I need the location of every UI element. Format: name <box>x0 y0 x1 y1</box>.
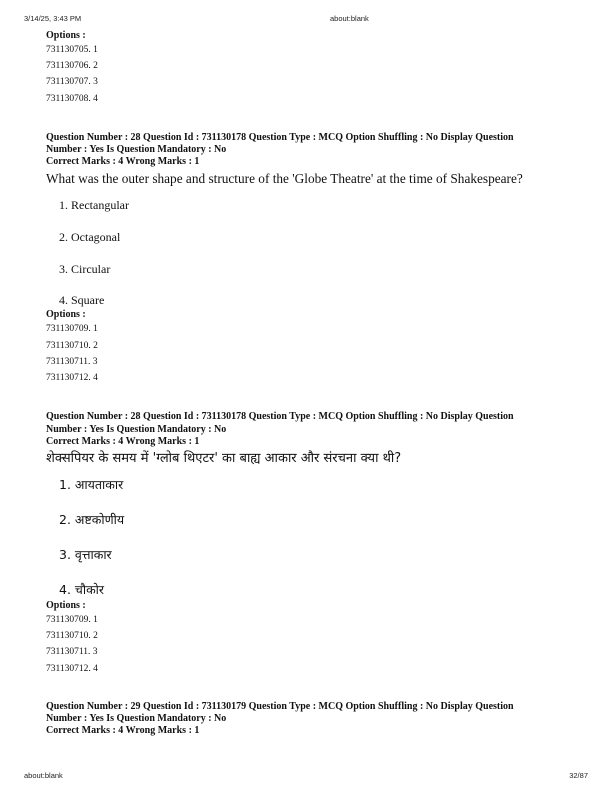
print-header-url: about:blank <box>330 14 369 23</box>
option-id: 731130710. 2 <box>46 340 98 351</box>
answer-choice: 3. वृत्ताकार <box>59 546 112 562</box>
option-id: 731130709. 1 <box>46 614 98 625</box>
option-id: 731130708. 4 <box>46 93 98 104</box>
page-number: 32/87 <box>569 771 588 780</box>
answer-choice: 1. Rectangular <box>59 198 129 213</box>
option-id: 731130709. 1 <box>46 324 98 335</box>
option-id: 731130712. 4 <box>46 663 98 674</box>
document-body <box>46 29 576 737</box>
answer-choice: 4. Square <box>59 293 105 308</box>
option-id: 731130705. 1 <box>46 45 98 55</box>
question-meta-line: Question Number : 29 Question Id : 731130179 Question Type : MCQ Option Shuffling : No Display Question <box>46 700 514 712</box>
options-block-previous <box>46 29 576 107</box>
option-id: 731130707. 3 <box>46 77 98 88</box>
answer-choice: 1. आयताकार <box>59 476 124 492</box>
answer-choices <box>59 477 576 599</box>
print-footer-url: about:blank <box>24 771 63 780</box>
option-id: 731130710. 2 <box>46 631 98 642</box>
answer-choice: 2. Octagonal <box>59 230 121 245</box>
question-meta-line: Number : Yes Is Question Mandatory : No <box>46 423 227 435</box>
question-meta-line: Question Number : 28 Question Id : 731130178 Question Type : MCQ Option Shuffling : No Display Question <box>46 411 514 423</box>
question-marks: Correct Marks : 4 Wrong Marks : 1 <box>46 435 200 447</box>
answer-choice: 2. अष्टकोणीय <box>59 511 125 527</box>
question-meta-line: Number : Yes Is Question Mandatory : No <box>46 712 227 724</box>
answer-choice: 3. Circular <box>59 261 111 276</box>
option-id: 731130712. 4 <box>46 373 98 384</box>
options-label: Options : <box>46 599 86 611</box>
option-id: 731130711. 3 <box>46 356 98 367</box>
answer-choices <box>59 197 576 308</box>
option-id: 731130711. 3 <box>46 647 98 658</box>
question-text: शेक्सपियर के समय में 'ग्लोब थिएटर' का बाह्य आकार और संरचना क्या थी? <box>46 450 402 466</box>
options-label: Options : <box>46 30 86 41</box>
answer-choice: 4. चौकोर <box>59 581 105 597</box>
print-header-datetime: 3/14/25, 3:43 PM <box>24 14 82 23</box>
question-block-next <box>46 701 576 738</box>
question-meta-line: Question Number : 28 Question Id : 731130178 Question Type : MCQ Option Shuffling : No Display Question <box>46 131 514 143</box>
question-marks: Correct Marks : 4 Wrong Marks : 1 <box>46 725 200 737</box>
question-marks: Correct Marks : 4 Wrong Marks : 1 <box>46 156 200 168</box>
question-text: What was the outer shape and structure of the 'Globe Theatre' at the time of Shakespeare? <box>46 171 523 187</box>
question-meta-line: Number : Yes Is Question Mandatory : No <box>46 144 227 156</box>
question-block-hindi <box>46 411 576 676</box>
question-block-english <box>46 132 576 386</box>
options-label: Options : <box>46 309 86 321</box>
option-id: 731130706. 2 <box>46 61 98 72</box>
